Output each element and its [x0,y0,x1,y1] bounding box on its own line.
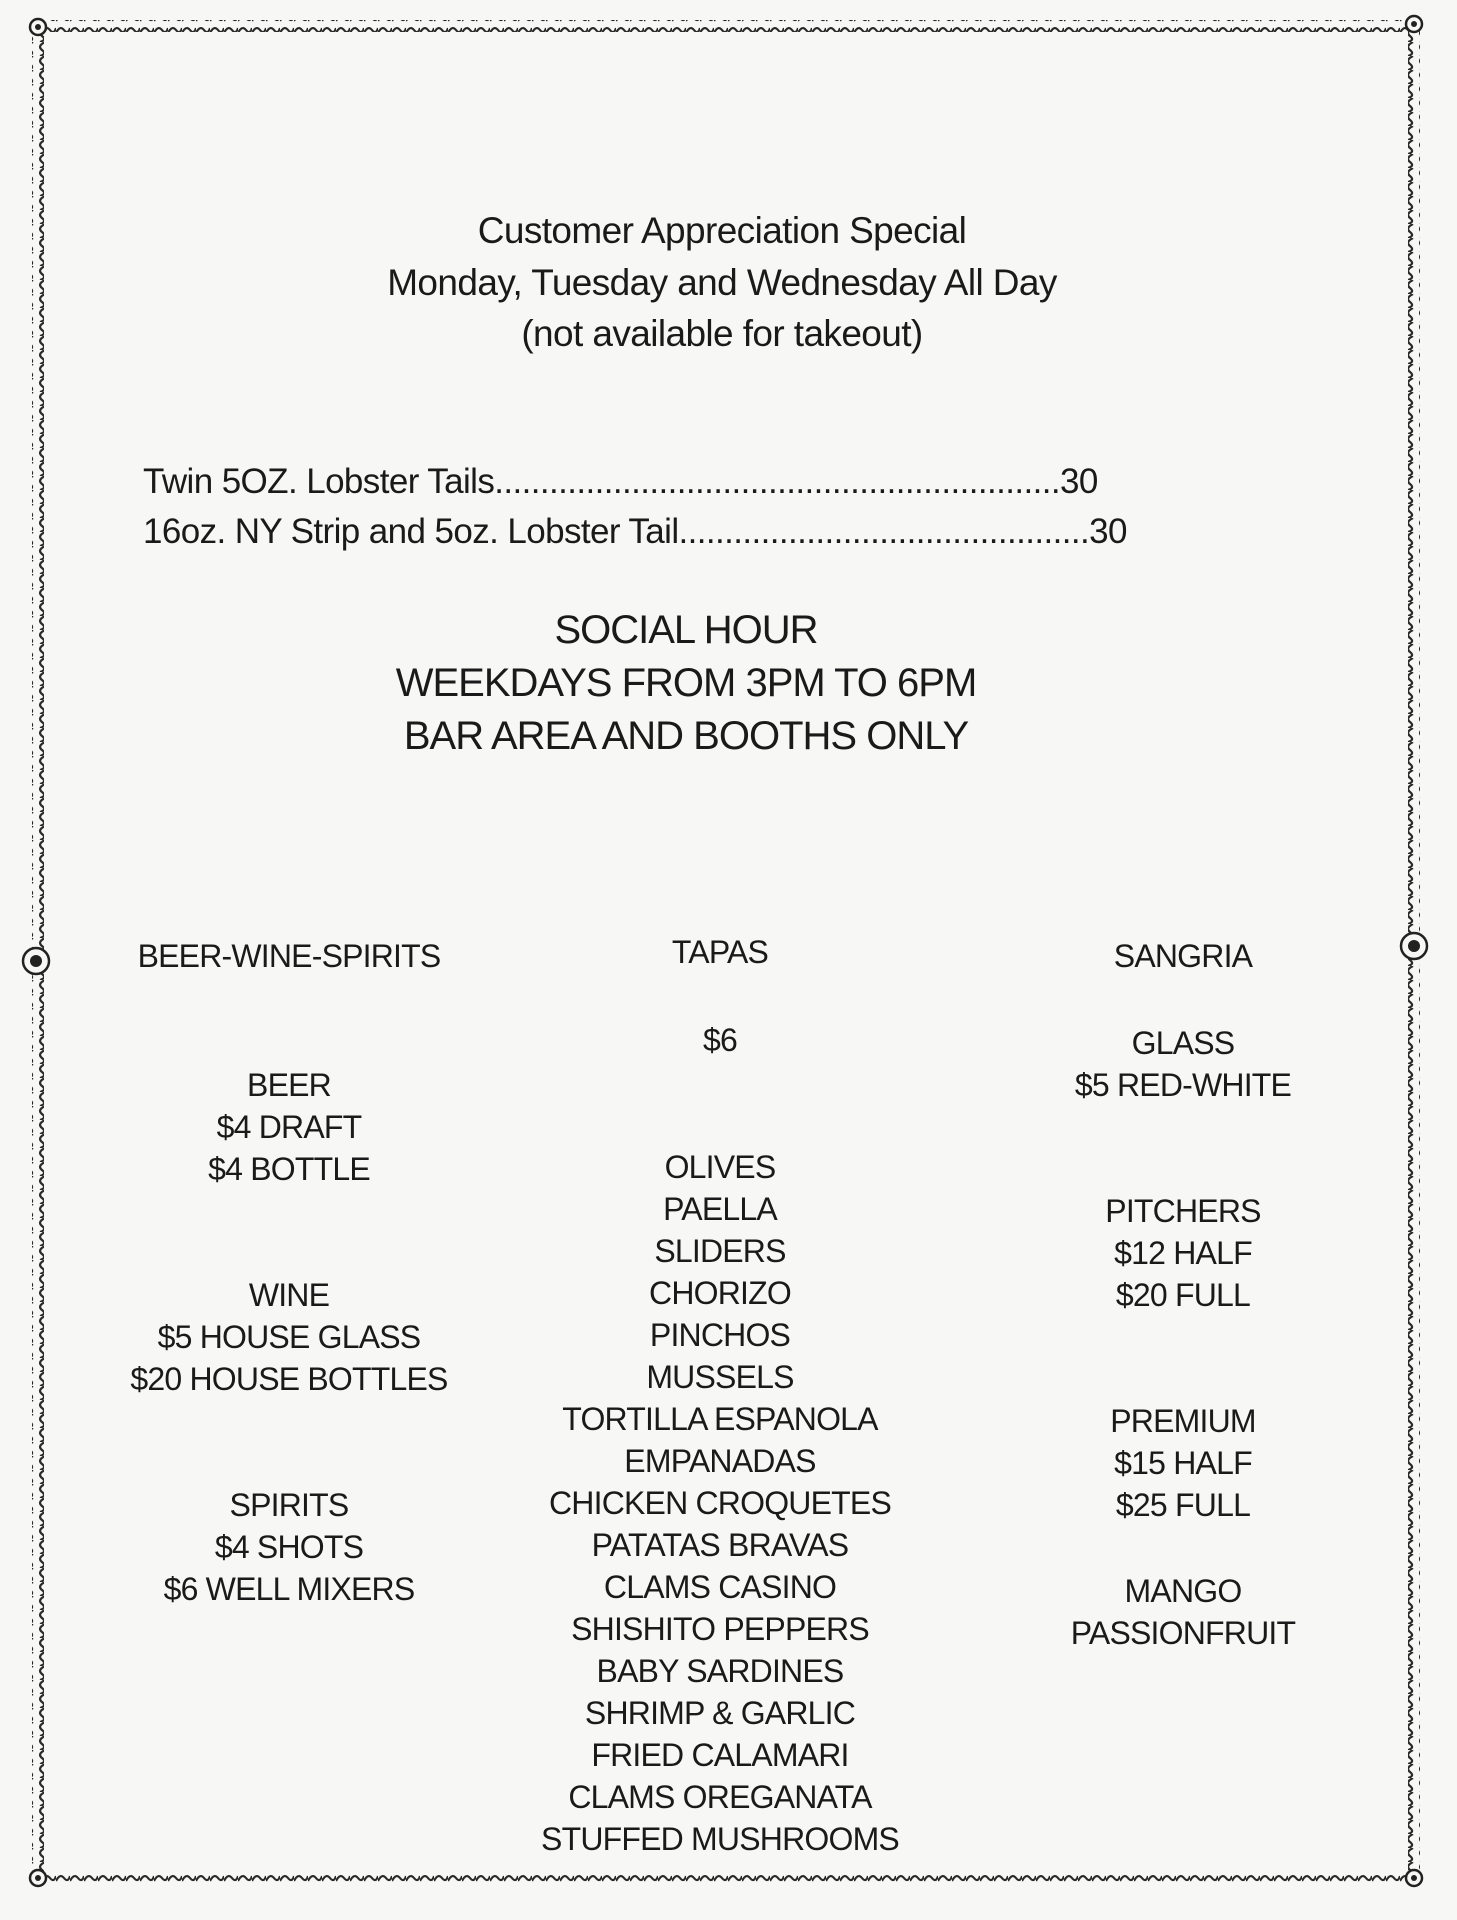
rope-bottom [38,1872,1418,1884]
beer-title: BEER [247,1067,331,1103]
special-name: 16oz. NY Strip and 5oz. Lobster Tail [143,512,679,551]
social-hour-location: BAR AREA AND BOOTHS ONLY [403,714,969,758]
header-title: Customer Appreciation Special [477,210,967,251]
sangria-premium-title: PREMIUM [1110,1403,1256,1439]
wine-price-line: $5 HOUSE GLASS [157,1319,421,1355]
tapas-item: OLIVES [664,1149,776,1185]
special-name: Twin 5OZ. Lobster Tails [143,462,495,501]
beer-price-line: $4 DRAFT [216,1109,362,1145]
tapas-item: SHRIMP & GARLIC [584,1695,856,1731]
sangria-flavor: MANGO [1124,1573,1242,1609]
sangria-premium-price: $15 HALF [1114,1445,1252,1481]
special-item-lobster-tails [143,462,1098,502]
tapas-list [541,1146,899,1860]
tapas-price: $6 [703,1022,737,1058]
social-hour-title: SOCIAL HOUR [554,608,818,652]
tapas-item: SLIDERS [654,1233,786,1269]
sangria-glass-price: $5 RED-WHITE [1074,1067,1292,1103]
wine-title: WINE [248,1277,330,1313]
special-price: 30 [1089,512,1127,551]
sangria-pitchers-title: PITCHERS [1105,1193,1261,1229]
spirits-price-line: $6 WELL MIXERS [163,1571,415,1607]
special-price: 30 [1059,462,1098,501]
special-item-strip-lobster [143,512,1127,552]
sangria-flavors-section [1071,1570,1296,1654]
tapas-item: PINCHOS [649,1317,791,1353]
tapas-item: MUSSELS [646,1359,794,1395]
beer-section [208,1064,370,1190]
sangria-flavor: PASSIONFRUIT [1070,1615,1296,1651]
header-days: Monday, Tuesday and Wednesday All Day [387,262,1057,303]
tapas-item: FRIED CALAMARI [591,1737,849,1773]
sangria-pitchers-price: $12 HALF [1114,1235,1252,1271]
tapas-item: SHISHITO PEPPERS [571,1611,869,1647]
tapas-item: TORTILLA ESPANOLA [562,1401,878,1437]
spirits-price-line: $4 SHOTS [214,1529,364,1565]
tapas-item: CHICKEN CROQUETES [548,1485,891,1521]
tapas-item: BABY SARDINES [596,1653,844,1689]
sangria-pitchers-price: $20 FULL [1115,1277,1251,1313]
sangria-pitchers-section [1105,1190,1260,1316]
tapas-item: PAELLA [663,1191,777,1227]
social-hour-times: WEEKDAYS FROM 3PM TO 6PM [395,661,977,705]
tapas-item: CLAMS CASINO [603,1569,837,1605]
beer-wine-spirits-heading: BEER-WINE-SPIRITS [137,938,441,974]
rope-top [38,20,1418,32]
header-note: (not available for takeout) [521,313,923,354]
spirits-title: SPIRITS [229,1487,349,1523]
dot-leader: ............................................. [678,512,1090,551]
wine-section [130,1274,447,1400]
sangria-premium-section [1110,1400,1256,1526]
dot-leader: .............................................................. [494,462,1060,501]
tapas-item: STUFFED MUSHROOMS [541,1821,899,1857]
sangria-premium-price: $25 FULL [1115,1487,1251,1523]
tapas-item: EMPANADAS [624,1443,816,1479]
tapas-item: PATATAS BRAVAS [591,1527,849,1563]
wine-price-line: $20 HOUSE BOTTLES [130,1361,448,1397]
sangria-glass-title: GLASS [1131,1025,1235,1061]
spirits-section [164,1484,415,1610]
beer-price-line: $4 BOTTLE [208,1151,370,1187]
tapas-item: CLAMS OREGANATA [568,1779,872,1815]
sangria-heading: SANGRIA [1113,938,1253,974]
tapas-item: CHORIZO [649,1275,791,1311]
tapas-heading: TAPAS [671,934,769,970]
sangria-glass-section [1075,1022,1291,1106]
